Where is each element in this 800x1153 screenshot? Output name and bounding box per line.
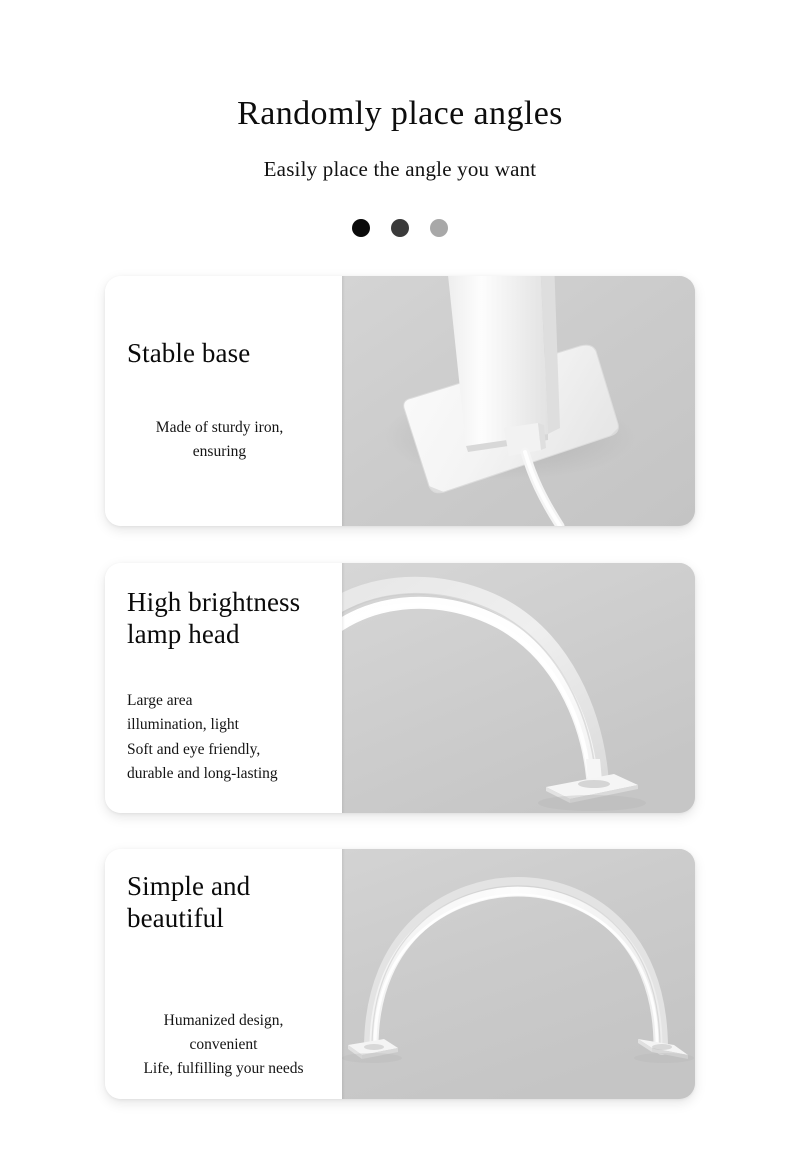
lamp-base-plate-photo <box>342 276 695 526</box>
feature-card-text-column <box>105 849 342 1099</box>
pagination-dot-1[interactable] <box>352 219 370 237</box>
feature-card-heading-line: beautiful <box>127 902 224 933</box>
lamp-full-arch-photo <box>342 849 695 1099</box>
feature-card-body-line: Life, fulfilling your needs <box>143 1060 304 1078</box>
page-subtitle: Easily place the angle you want <box>263 156 537 181</box>
feature-card-heading-line: High brightness <box>127 587 301 617</box>
feature-card-simple-and-beautiful[interactable] <box>105 849 695 1099</box>
feature-card-stable-base[interactable] <box>105 276 695 526</box>
feature-card-body-line: convenient <box>189 1036 258 1054</box>
feature-card-body-line: illumination, light <box>127 716 239 734</box>
feature-card-body-line: Humanized design, <box>163 1012 284 1029</box>
page-header <box>0 0 800 182</box>
pagination-dot-3[interactable] <box>430 219 448 237</box>
feature-card-body-line: Large area <box>127 692 193 709</box>
lamp-arc-head-photo <box>342 563 695 813</box>
feature-card-body <box>115 1009 332 1081</box>
feature-card-heading <box>127 871 334 935</box>
page-title: Randomly place angles <box>237 95 563 132</box>
feature-card-heading-line: lamp head <box>127 618 240 649</box>
feature-card-body-line: ensuring <box>192 443 247 461</box>
feature-card-high-brightness-lamp-head[interactable] <box>105 563 695 813</box>
feature-card-body-line: Soft and eye friendly, <box>127 740 261 758</box>
feature-card-heading-line: Simple and <box>127 871 251 901</box>
pagination-dot-2[interactable] <box>391 219 409 237</box>
feature-card-heading <box>127 587 334 651</box>
pagination-dots <box>0 219 800 237</box>
feature-card-body <box>119 416 320 464</box>
feature-card-heading: Stable base <box>127 338 251 368</box>
feature-card-text-column <box>105 563 342 813</box>
feature-card-body <box>127 689 334 787</box>
feature-card-body-line: durable and long-lasting <box>127 765 278 783</box>
feature-card-body-line: Made of sturdy iron, <box>155 419 284 436</box>
feature-card-text-column <box>105 276 342 526</box>
